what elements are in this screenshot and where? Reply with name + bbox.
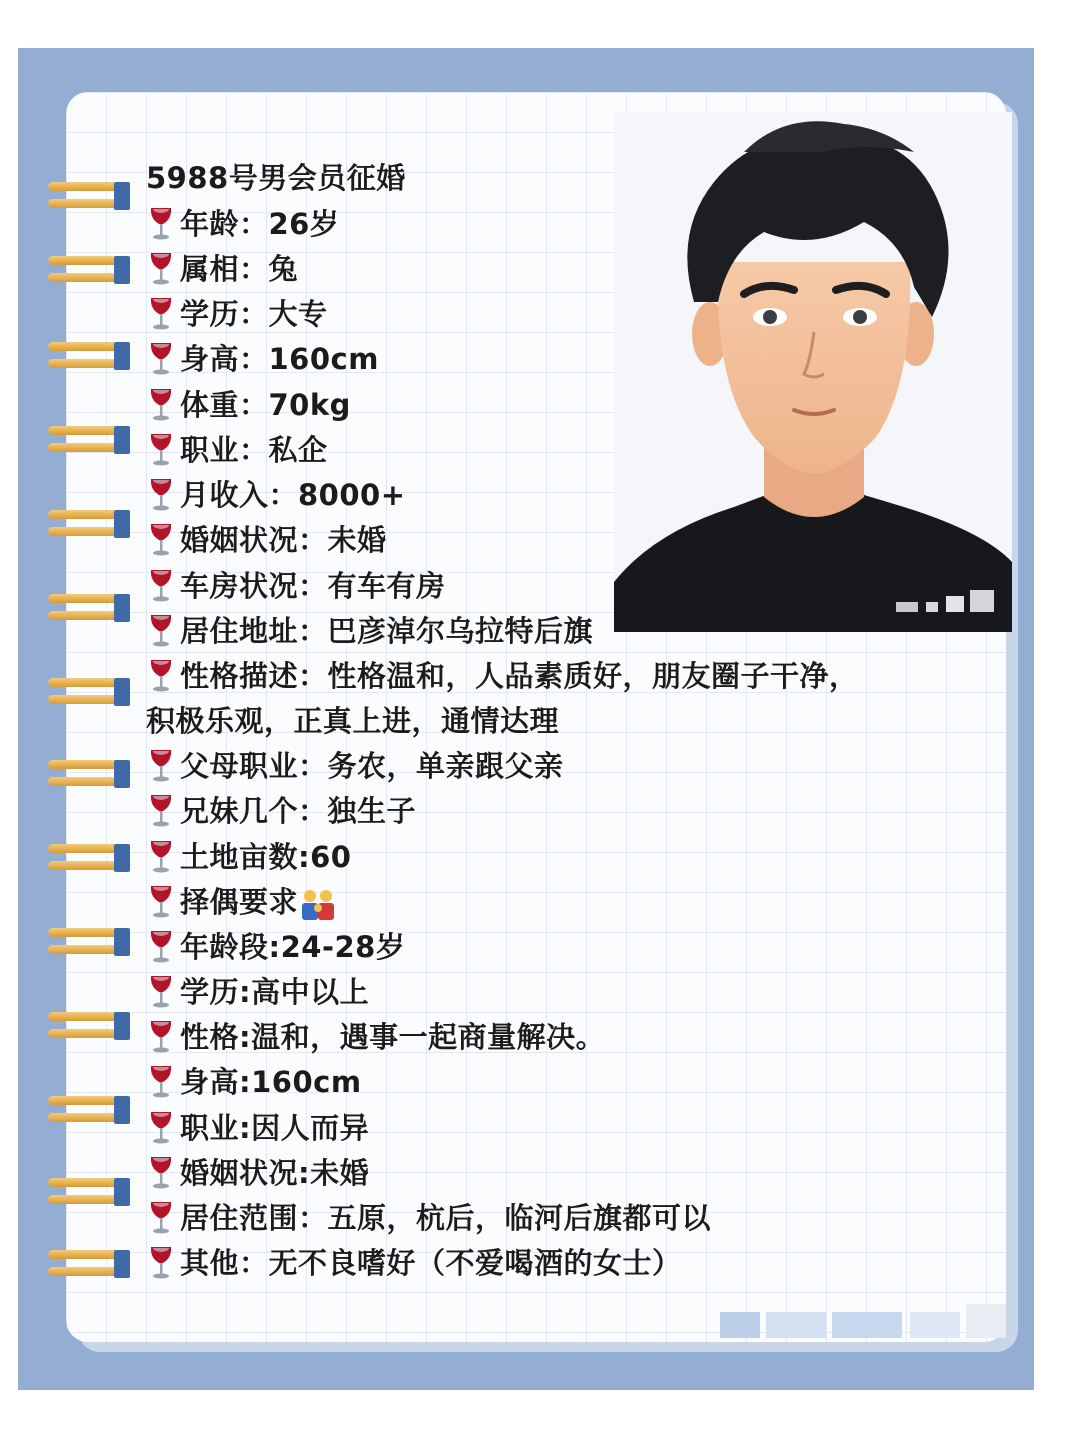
wine-glass-icon [146,432,176,468]
wine-glass-icon [146,296,176,332]
profile-line [146,746,564,786]
profile-line-text: 年龄段:24-28岁 [180,930,406,964]
wine-glass-icon [146,613,176,649]
profile-line [146,1243,682,1283]
profile-line [146,249,298,289]
profile-line-text: 其他：无不良嗜好（不爱喝酒的女士） [180,1246,682,1280]
binder-ring [48,254,130,286]
profile-line [146,1198,711,1238]
binder-ring [48,1010,130,1042]
profile-line-text: 性格:温和，遇事一起商量解决。 [180,1020,606,1054]
profile-line [146,972,369,1012]
profile-line-text: 车房状况：有车有房 [180,569,446,603]
profile-line [146,1062,362,1102]
profile-line-text: 积极乐观，正真上进，通情达理 [146,704,560,738]
profile-line-text: 婚姻状况:未婚 [180,1156,370,1190]
profile-line [146,837,351,877]
binder-ring [48,424,130,456]
profile-line [146,656,859,696]
blurred-watermark [896,588,996,618]
profile-line-text: 性格描述：性格温和，人品素质好，朋友圈子干净， [180,659,859,693]
profile-line [146,882,338,922]
wine-glass-icon [146,839,176,875]
binder-ring [48,1094,130,1126]
profile-line [146,611,593,651]
wine-glass-icon [146,1064,176,1100]
profile-line-text: 婚姻状况：未婚 [180,523,387,557]
profile-line [146,566,446,606]
profile-line [146,475,406,515]
wine-glass-icon [146,206,176,242]
binder-ring [48,1248,130,1280]
wine-glass-icon [146,341,176,377]
binder-ring [48,180,130,212]
wine-glass-icon [146,387,176,423]
wine-glass-icon [146,1245,176,1281]
wine-glass-icon [146,884,176,920]
profile-line-text: 学历：大专 [180,297,328,331]
wine-glass-icon [146,1019,176,1055]
wine-glass-icon [146,929,176,965]
profile-line-text: 居住地址：巴彦淖尔乌拉特后旗 [180,614,594,648]
binder-ring [48,1176,130,1208]
profile-line-text: 兄妹几个：独生子 [180,794,417,828]
profile-line [146,791,416,831]
profile-line-text: 职业：私企 [180,433,328,467]
binder-ring [48,592,130,624]
wine-glass-icon [146,477,176,513]
profile-line [146,204,339,244]
binder-ring [48,926,130,958]
binder-ring [48,758,130,790]
wine-glass-icon [146,1200,176,1236]
profile-line [146,1153,369,1193]
binder-ring [48,508,130,540]
wine-glass-icon [146,974,176,1010]
wine-glass-icon [146,568,176,604]
profile-line [146,520,387,560]
profile-line-text: 身高:160cm [180,1065,362,1099]
wine-glass-icon [146,251,176,287]
profile-line-text: 学历:高中以上 [180,975,370,1009]
profile-line-text: 土地亩数:60 [180,840,352,874]
profile-line [146,1017,605,1057]
profile-line [146,430,328,470]
page-title: 5988号男会员征婚 [146,161,406,195]
profile-line-text: 属相：兔 [180,252,299,286]
profile-line [146,1108,369,1148]
profile-line [146,385,351,425]
binder-ring [48,340,130,372]
wine-glass-icon [146,1110,176,1146]
profile-line [146,339,379,379]
wine-glass-icon [146,522,176,558]
profile-line-text: 体重：70kg [180,388,351,422]
wine-glass-icon [146,793,176,829]
profile-line-text: 职业:因人而异 [180,1111,370,1145]
profile-line-text: 父母职业：务农，单亲跟父亲 [180,749,564,783]
profile-line-text: 月收入：8000+ [180,478,406,512]
portrait-illustration [614,112,1012,632]
profile-line [146,927,405,967]
profile-line-text: 身高：160cm [180,342,379,376]
profile-line-text: 居住范围：五原，杭后，临河后旗都可以 [180,1201,712,1235]
wine-glass-icon [146,1155,176,1191]
binder-ring [48,676,130,708]
blurred-footer-watermark [720,1300,1020,1348]
profile-line [146,294,328,334]
binder-ring [48,842,130,874]
profile-line-text: 年龄：26岁 [180,207,340,241]
wine-glass-icon [146,658,176,694]
family-emoji-icon [298,886,338,922]
profile-line-text: 择偶要求 [180,885,299,919]
profile-line [146,701,559,741]
wine-glass-icon [146,748,176,784]
